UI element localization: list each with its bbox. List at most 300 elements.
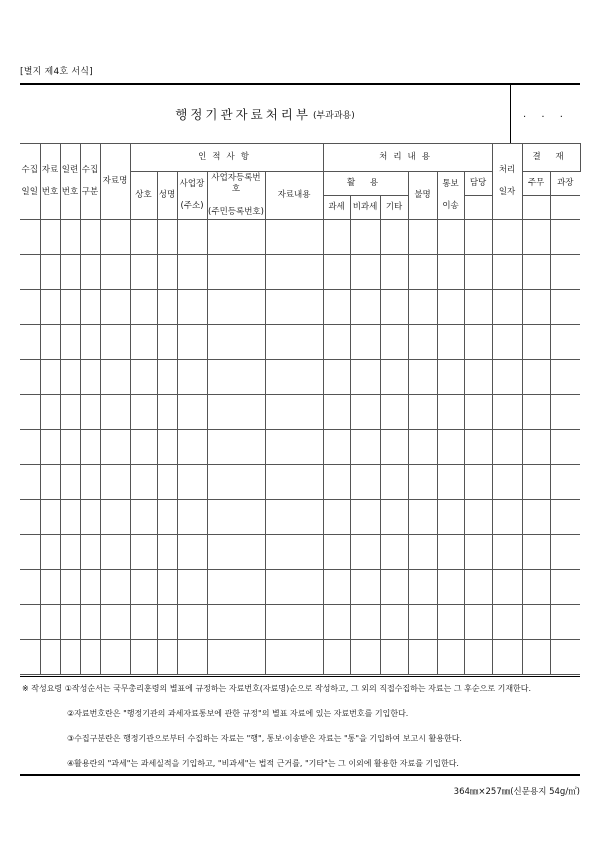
entry-cell[interactable] bbox=[207, 220, 265, 255]
entry-cell[interactable] bbox=[207, 535, 265, 570]
entry-cell[interactable] bbox=[464, 605, 492, 640]
entry-cell[interactable] bbox=[522, 220, 550, 255]
utilization-header: 활 용 bbox=[323, 172, 408, 196]
entry-cell[interactable] bbox=[323, 325, 350, 360]
entry-cell[interactable] bbox=[350, 500, 380, 535]
personal-info-header: 인적사항 bbox=[130, 144, 323, 172]
note-1: ①작성순서는 국무총리훈령의 별표에 규정하는 자료번호(자료명)순으로 작성하고, 그 외의 직접수집하는 자료는 그 후순으로 기재한다. bbox=[64, 684, 532, 693]
entry-cell[interactable] bbox=[492, 465, 522, 500]
entry-cell[interactable] bbox=[100, 500, 130, 535]
entry-cell[interactable] bbox=[350, 220, 380, 255]
entry-cell[interactable] bbox=[522, 500, 550, 535]
entry-cell[interactable] bbox=[80, 640, 100, 675]
table-row bbox=[20, 255, 580, 290]
place-of-business-header: 사업장 (주소) bbox=[177, 172, 207, 220]
entry-cell[interactable] bbox=[522, 255, 550, 290]
entry-cell[interactable] bbox=[20, 500, 40, 535]
taxable-header: 과세 bbox=[323, 196, 350, 220]
entry-cell[interactable] bbox=[323, 290, 350, 325]
non-taxable-header: 비과세 bbox=[350, 196, 380, 220]
entry-cell[interactable] bbox=[80, 255, 100, 290]
entry-cell[interactable] bbox=[207, 430, 265, 465]
entry-cell[interactable] bbox=[492, 500, 522, 535]
entry-cell[interactable] bbox=[464, 570, 492, 605]
entry-cell[interactable] bbox=[100, 570, 130, 605]
entry-cell[interactable] bbox=[550, 220, 580, 255]
chief-officer-sign-cell[interactable] bbox=[522, 196, 550, 220]
entry-cell[interactable] bbox=[157, 605, 177, 640]
entry-cell[interactable] bbox=[207, 325, 265, 360]
entry-cell[interactable] bbox=[20, 290, 40, 325]
entry-cell[interactable] bbox=[323, 640, 350, 675]
entry-cell[interactable] bbox=[20, 325, 40, 360]
entry-cell[interactable] bbox=[265, 570, 323, 605]
entry-cell[interactable] bbox=[380, 465, 408, 500]
entry-cell[interactable] bbox=[265, 290, 323, 325]
notify-transfer-header: 통보 이송 bbox=[437, 172, 464, 220]
collect-date-header: 수집 일일 bbox=[20, 144, 40, 220]
entry-cell[interactable] bbox=[464, 465, 492, 500]
table-row bbox=[20, 535, 580, 570]
entry-cell[interactable] bbox=[522, 640, 550, 675]
entry-cell[interactable] bbox=[20, 220, 40, 255]
entry-cell[interactable] bbox=[323, 535, 350, 570]
entry-cell[interactable] bbox=[80, 395, 100, 430]
data-number-header: 자료 번호 bbox=[40, 144, 60, 220]
in-charge-sign-cell[interactable] bbox=[464, 196, 492, 220]
entry-cell[interactable] bbox=[265, 605, 323, 640]
entry-cell[interactable] bbox=[177, 325, 207, 360]
entry-cell[interactable] bbox=[157, 500, 177, 535]
entry-cell[interactable] bbox=[207, 360, 265, 395]
entry-cell[interactable] bbox=[437, 465, 464, 500]
entry-cell[interactable] bbox=[492, 605, 522, 640]
entry-cell[interactable] bbox=[60, 535, 80, 570]
entry-cell[interactable] bbox=[492, 430, 522, 465]
entry-cell[interactable] bbox=[437, 360, 464, 395]
entry-cell[interactable] bbox=[350, 395, 380, 430]
entry-cell[interactable] bbox=[323, 395, 350, 430]
entry-cell[interactable] bbox=[522, 395, 550, 430]
entry-cell[interactable] bbox=[323, 220, 350, 255]
entry-cell[interactable] bbox=[350, 465, 380, 500]
entry-cell[interactable] bbox=[40, 290, 60, 325]
entry-cell[interactable] bbox=[380, 255, 408, 290]
person-name-header: 성명 bbox=[157, 172, 177, 220]
entry-cell[interactable] bbox=[550, 290, 580, 325]
entry-cell[interactable] bbox=[265, 535, 323, 570]
entry-cell[interactable] bbox=[437, 220, 464, 255]
entry-cell[interactable] bbox=[130, 220, 157, 255]
entry-cell[interactable] bbox=[130, 500, 157, 535]
entry-cell[interactable] bbox=[100, 360, 130, 395]
entry-cell[interactable] bbox=[550, 500, 580, 535]
entry-cell[interactable] bbox=[464, 430, 492, 465]
entry-cell[interactable] bbox=[80, 360, 100, 395]
entry-cell[interactable] bbox=[207, 465, 265, 500]
entry-cell[interactable] bbox=[550, 535, 580, 570]
entry-cell[interactable] bbox=[60, 570, 80, 605]
entry-cell[interactable] bbox=[130, 570, 157, 605]
form-title-suffix: (부과과용) bbox=[312, 110, 355, 121]
entry-cell[interactable] bbox=[323, 360, 350, 395]
entry-cell[interactable] bbox=[323, 570, 350, 605]
entry-cell[interactable] bbox=[437, 570, 464, 605]
entry-cell[interactable] bbox=[130, 430, 157, 465]
record-table bbox=[20, 143, 580, 675]
entry-cell[interactable] bbox=[80, 570, 100, 605]
other-header: 기타 bbox=[380, 196, 408, 220]
entry-cell[interactable] bbox=[40, 605, 60, 640]
unclear-header: 불명 bbox=[408, 172, 437, 220]
entry-cell[interactable] bbox=[464, 220, 492, 255]
entry-cell[interactable] bbox=[130, 290, 157, 325]
notes-heading: ※ 작성요령 bbox=[22, 684, 63, 693]
entry-cell[interactable] bbox=[207, 500, 265, 535]
entry-cell[interactable] bbox=[464, 290, 492, 325]
entry-cell[interactable] bbox=[522, 605, 550, 640]
entry-cell[interactable] bbox=[60, 220, 80, 255]
entry-cell[interactable] bbox=[265, 255, 323, 290]
entry-cell[interactable] bbox=[100, 605, 130, 640]
entry-cell[interactable] bbox=[80, 220, 100, 255]
entry-cell[interactable] bbox=[550, 360, 580, 395]
table-row bbox=[20, 500, 580, 535]
entry-cell[interactable] bbox=[207, 640, 265, 675]
entry-cell[interactable] bbox=[60, 395, 80, 430]
entry-cell[interactable] bbox=[40, 570, 60, 605]
table-row bbox=[20, 290, 580, 325]
entry-cell[interactable] bbox=[437, 500, 464, 535]
entry-cell[interactable] bbox=[100, 640, 130, 675]
entry-cell[interactable] bbox=[550, 465, 580, 500]
entry-cell[interactable] bbox=[40, 325, 60, 360]
entry-cell[interactable] bbox=[380, 535, 408, 570]
entry-cell[interactable] bbox=[522, 430, 550, 465]
entry-cell[interactable] bbox=[464, 255, 492, 290]
header-row-1 bbox=[20, 144, 580, 172]
entry-cell[interactable] bbox=[177, 255, 207, 290]
entry-cell[interactable] bbox=[100, 395, 130, 430]
entry-cell[interactable] bbox=[157, 360, 177, 395]
entry-cell[interactable] bbox=[408, 605, 437, 640]
entry-cell[interactable] bbox=[464, 325, 492, 360]
entry-cell[interactable] bbox=[380, 500, 408, 535]
entry-cell[interactable] bbox=[177, 535, 207, 570]
entry-cell[interactable] bbox=[60, 325, 80, 360]
entry-cell[interactable] bbox=[60, 640, 80, 675]
entry-cell[interactable] bbox=[492, 640, 522, 675]
entry-cell[interactable] bbox=[492, 395, 522, 430]
entry-cell[interactable] bbox=[492, 325, 522, 360]
entry-cell[interactable] bbox=[207, 395, 265, 430]
entry-cell[interactable] bbox=[380, 640, 408, 675]
entry-cell[interactable] bbox=[265, 640, 323, 675]
entry-cell[interactable] bbox=[522, 360, 550, 395]
entry-cell[interactable] bbox=[550, 325, 580, 360]
entry-cell[interactable] bbox=[177, 360, 207, 395]
entry-cell[interactable] bbox=[40, 220, 60, 255]
entry-cell[interactable] bbox=[177, 465, 207, 500]
chief-officer-header: 주무 bbox=[522, 172, 550, 196]
entry-cell[interactable] bbox=[492, 220, 522, 255]
entry-cell[interactable] bbox=[408, 500, 437, 535]
entry-cell[interactable] bbox=[130, 465, 157, 500]
note-2: ②자료번호란은 "행정기관의 과세자료통보에 관한 규정"의 별표 자료에 있는 자료번호를 기입한다. bbox=[67, 709, 409, 718]
entry-cell[interactable] bbox=[157, 430, 177, 465]
entry-cell[interactable] bbox=[157, 325, 177, 360]
entry-cell[interactable] bbox=[265, 395, 323, 430]
entry-cell[interactable] bbox=[437, 395, 464, 430]
entry-cell[interactable] bbox=[492, 290, 522, 325]
entry-cell[interactable] bbox=[177, 220, 207, 255]
entry-cell[interactable] bbox=[492, 360, 522, 395]
entry-cell[interactable] bbox=[492, 255, 522, 290]
entry-cell[interactable] bbox=[80, 535, 100, 570]
entry-cell[interactable] bbox=[437, 535, 464, 570]
entry-cell[interactable] bbox=[130, 605, 157, 640]
entry-cell[interactable] bbox=[207, 605, 265, 640]
entry-cell[interactable] bbox=[130, 325, 157, 360]
entry-cell[interactable] bbox=[265, 325, 323, 360]
entry-cell[interactable] bbox=[60, 290, 80, 325]
entry-cell[interactable] bbox=[265, 220, 323, 255]
entry-cell[interactable] bbox=[323, 605, 350, 640]
entry-cell[interactable] bbox=[207, 570, 265, 605]
entry-cell[interactable] bbox=[380, 360, 408, 395]
entry-cell[interactable] bbox=[80, 430, 100, 465]
entry-cell[interactable] bbox=[100, 325, 130, 360]
entry-cell[interactable] bbox=[20, 395, 40, 430]
collect-type-header: 수집 구분 bbox=[80, 144, 100, 220]
approval-header: 결 재 bbox=[522, 144, 580, 172]
entry-cell[interactable] bbox=[60, 360, 80, 395]
entry-cell[interactable] bbox=[550, 395, 580, 430]
entry-cell[interactable] bbox=[20, 255, 40, 290]
entry-cell[interactable] bbox=[408, 640, 437, 675]
entry-cell[interactable] bbox=[20, 605, 40, 640]
entry-cell[interactable] bbox=[265, 430, 323, 465]
entry-cell[interactable] bbox=[350, 255, 380, 290]
data-content-header: 자료내용 bbox=[265, 172, 323, 220]
entry-cell[interactable] bbox=[323, 255, 350, 290]
entry-cell[interactable] bbox=[40, 255, 60, 290]
entry-cell[interactable] bbox=[40, 430, 60, 465]
entry-cell[interactable] bbox=[350, 640, 380, 675]
entry-cell[interactable] bbox=[100, 465, 130, 500]
entry-cell[interactable] bbox=[464, 500, 492, 535]
table-row bbox=[20, 605, 580, 640]
entry-cell[interactable] bbox=[130, 255, 157, 290]
entry-cell[interactable] bbox=[408, 255, 437, 290]
entry-cell[interactable] bbox=[350, 430, 380, 465]
table-row bbox=[20, 570, 580, 605]
entry-cell[interactable] bbox=[464, 640, 492, 675]
entry-cell[interactable] bbox=[157, 255, 177, 290]
entry-cell[interactable] bbox=[130, 640, 157, 675]
entry-cell[interactable] bbox=[380, 430, 408, 465]
entry-cell[interactable] bbox=[157, 290, 177, 325]
entry-cell[interactable] bbox=[380, 570, 408, 605]
note-3: ③수집구분란은 행정기관으로부터 수집하는 자료는 "행", 통보·이송받은 자료는 "통"을 기입하여 보고시 활용한다. bbox=[67, 734, 462, 743]
entry-cell[interactable] bbox=[522, 535, 550, 570]
entry-cell[interactable] bbox=[40, 640, 60, 675]
entry-cell[interactable] bbox=[380, 395, 408, 430]
entry-cell[interactable] bbox=[380, 325, 408, 360]
entry-cell[interactable] bbox=[177, 290, 207, 325]
entry-cell[interactable] bbox=[177, 570, 207, 605]
entry-cell[interactable] bbox=[157, 395, 177, 430]
table-row bbox=[20, 395, 580, 430]
entry-cell[interactable] bbox=[177, 395, 207, 430]
entry-cell[interactable] bbox=[130, 535, 157, 570]
entry-cell[interactable] bbox=[437, 640, 464, 675]
entry-cell[interactable] bbox=[408, 325, 437, 360]
entry-cell[interactable] bbox=[100, 220, 130, 255]
trade-name-header: 상호 bbox=[130, 172, 157, 220]
entry-cell[interactable] bbox=[350, 360, 380, 395]
entry-cell[interactable] bbox=[80, 500, 100, 535]
entry-cell[interactable] bbox=[60, 465, 80, 500]
entry-cell[interactable] bbox=[207, 290, 265, 325]
date-field[interactable]: . . . bbox=[510, 85, 581, 143]
entry-cell[interactable] bbox=[207, 255, 265, 290]
entry-cell[interactable] bbox=[350, 535, 380, 570]
entry-cell[interactable] bbox=[437, 255, 464, 290]
entry-cell[interactable] bbox=[100, 255, 130, 290]
entry-cell[interactable] bbox=[100, 290, 130, 325]
entry-cell[interactable] bbox=[550, 640, 580, 675]
entry-cell[interactable] bbox=[408, 570, 437, 605]
entry-cell[interactable] bbox=[323, 465, 350, 500]
entry-cell[interactable] bbox=[408, 220, 437, 255]
entry-cell[interactable] bbox=[408, 360, 437, 395]
entry-cell[interactable] bbox=[40, 535, 60, 570]
entry-cell[interactable] bbox=[60, 605, 80, 640]
entry-cell[interactable] bbox=[20, 360, 40, 395]
entry-cell[interactable] bbox=[100, 430, 130, 465]
entry-cell[interactable] bbox=[177, 605, 207, 640]
writing-instructions bbox=[20, 676, 580, 778]
entry-cell[interactable] bbox=[380, 220, 408, 255]
processed-date-header: 처리 일자 bbox=[492, 144, 522, 220]
entry-cell[interactable] bbox=[350, 570, 380, 605]
entry-cell[interactable] bbox=[40, 360, 60, 395]
entry-cell[interactable] bbox=[522, 290, 550, 325]
entry-cell[interactable] bbox=[350, 325, 380, 360]
entry-cell[interactable] bbox=[40, 465, 60, 500]
entry-cell[interactable] bbox=[550, 255, 580, 290]
entry-cell[interactable] bbox=[80, 605, 100, 640]
entry-cell[interactable] bbox=[550, 430, 580, 465]
form-number-label: [별지 제4호 서식] bbox=[20, 67, 93, 77]
entry-cell[interactable] bbox=[20, 430, 40, 465]
entry-cell[interactable] bbox=[60, 430, 80, 465]
entry-cell[interactable] bbox=[40, 500, 60, 535]
entry-cell[interactable] bbox=[265, 465, 323, 500]
entry-cell[interactable] bbox=[408, 465, 437, 500]
entry-cell[interactable] bbox=[380, 290, 408, 325]
entry-cell[interactable] bbox=[323, 430, 350, 465]
title-box bbox=[20, 85, 510, 143]
entry-cell[interactable] bbox=[20, 640, 40, 675]
section-chief-sign-cell[interactable] bbox=[550, 196, 580, 220]
entry-cell[interactable] bbox=[157, 640, 177, 675]
table-row bbox=[20, 430, 580, 465]
entry-cell[interactable] bbox=[130, 360, 157, 395]
entry-cell[interactable] bbox=[177, 500, 207, 535]
entry-cell[interactable] bbox=[177, 430, 207, 465]
entry-cell[interactable] bbox=[20, 535, 40, 570]
entry-cell[interactable] bbox=[492, 570, 522, 605]
entry-cell[interactable] bbox=[130, 395, 157, 430]
table-row bbox=[20, 465, 580, 500]
entry-cell[interactable] bbox=[464, 360, 492, 395]
paper-spec: 364㎜×257㎜(신문용지 54g/㎡) bbox=[453, 787, 580, 797]
entry-cell[interactable] bbox=[350, 605, 380, 640]
entry-cell[interactable] bbox=[157, 570, 177, 605]
entry-cell[interactable] bbox=[464, 395, 492, 430]
entry-cell[interactable] bbox=[265, 500, 323, 535]
entry-cell[interactable] bbox=[60, 500, 80, 535]
entry-cell[interactable] bbox=[522, 570, 550, 605]
note-line-1 bbox=[22, 683, 531, 694]
entry-cell[interactable] bbox=[522, 465, 550, 500]
entry-cell[interactable] bbox=[265, 360, 323, 395]
entry-cell[interactable] bbox=[157, 465, 177, 500]
serial-number-header: 일련 번호 bbox=[60, 144, 80, 220]
entry-cell[interactable] bbox=[80, 290, 100, 325]
entry-cell[interactable] bbox=[408, 395, 437, 430]
note-4: ④활용란의 "과세"는 과세실적을 기입하고, "비과세"는 법적 근거를, "기타"는 그 이외에 활용한 자료를 기입한다. bbox=[67, 759, 459, 768]
entry-cell[interactable] bbox=[550, 570, 580, 605]
entry-cell[interactable] bbox=[437, 430, 464, 465]
entry-cell[interactable] bbox=[20, 465, 40, 500]
entry-cell[interactable] bbox=[408, 535, 437, 570]
section-chief-header: 과장 bbox=[550, 172, 580, 196]
processing-header: 처리내용 bbox=[323, 144, 492, 172]
table-row bbox=[20, 360, 580, 395]
entry-cell[interactable] bbox=[437, 605, 464, 640]
entry-cell[interactable] bbox=[380, 605, 408, 640]
entry-cell[interactable] bbox=[60, 255, 80, 290]
table-row bbox=[20, 220, 580, 255]
entry-cell[interactable] bbox=[80, 325, 100, 360]
entry-cell[interactable] bbox=[157, 220, 177, 255]
entry-cell[interactable] bbox=[40, 395, 60, 430]
entry-cell[interactable] bbox=[100, 535, 130, 570]
entry-cell[interactable] bbox=[437, 325, 464, 360]
entry-cell[interactable] bbox=[550, 605, 580, 640]
entry-cell[interactable] bbox=[492, 535, 522, 570]
entry-cell[interactable] bbox=[350, 290, 380, 325]
entry-cell[interactable] bbox=[437, 290, 464, 325]
form-frame bbox=[20, 83, 580, 776]
entry-cell[interactable] bbox=[323, 500, 350, 535]
entry-cell[interactable] bbox=[408, 290, 437, 325]
entry-cell[interactable] bbox=[177, 640, 207, 675]
table-row bbox=[20, 325, 580, 360]
entry-cell[interactable] bbox=[464, 535, 492, 570]
entry-cell[interactable] bbox=[522, 325, 550, 360]
entry-cell[interactable] bbox=[408, 430, 437, 465]
title-row bbox=[20, 85, 580, 144]
form-title: 행정기관자료처리부 bbox=[175, 107, 311, 122]
entry-cell[interactable] bbox=[80, 465, 100, 500]
table-row bbox=[20, 640, 580, 675]
entry-cell[interactable] bbox=[20, 570, 40, 605]
entry-cell[interactable] bbox=[157, 535, 177, 570]
